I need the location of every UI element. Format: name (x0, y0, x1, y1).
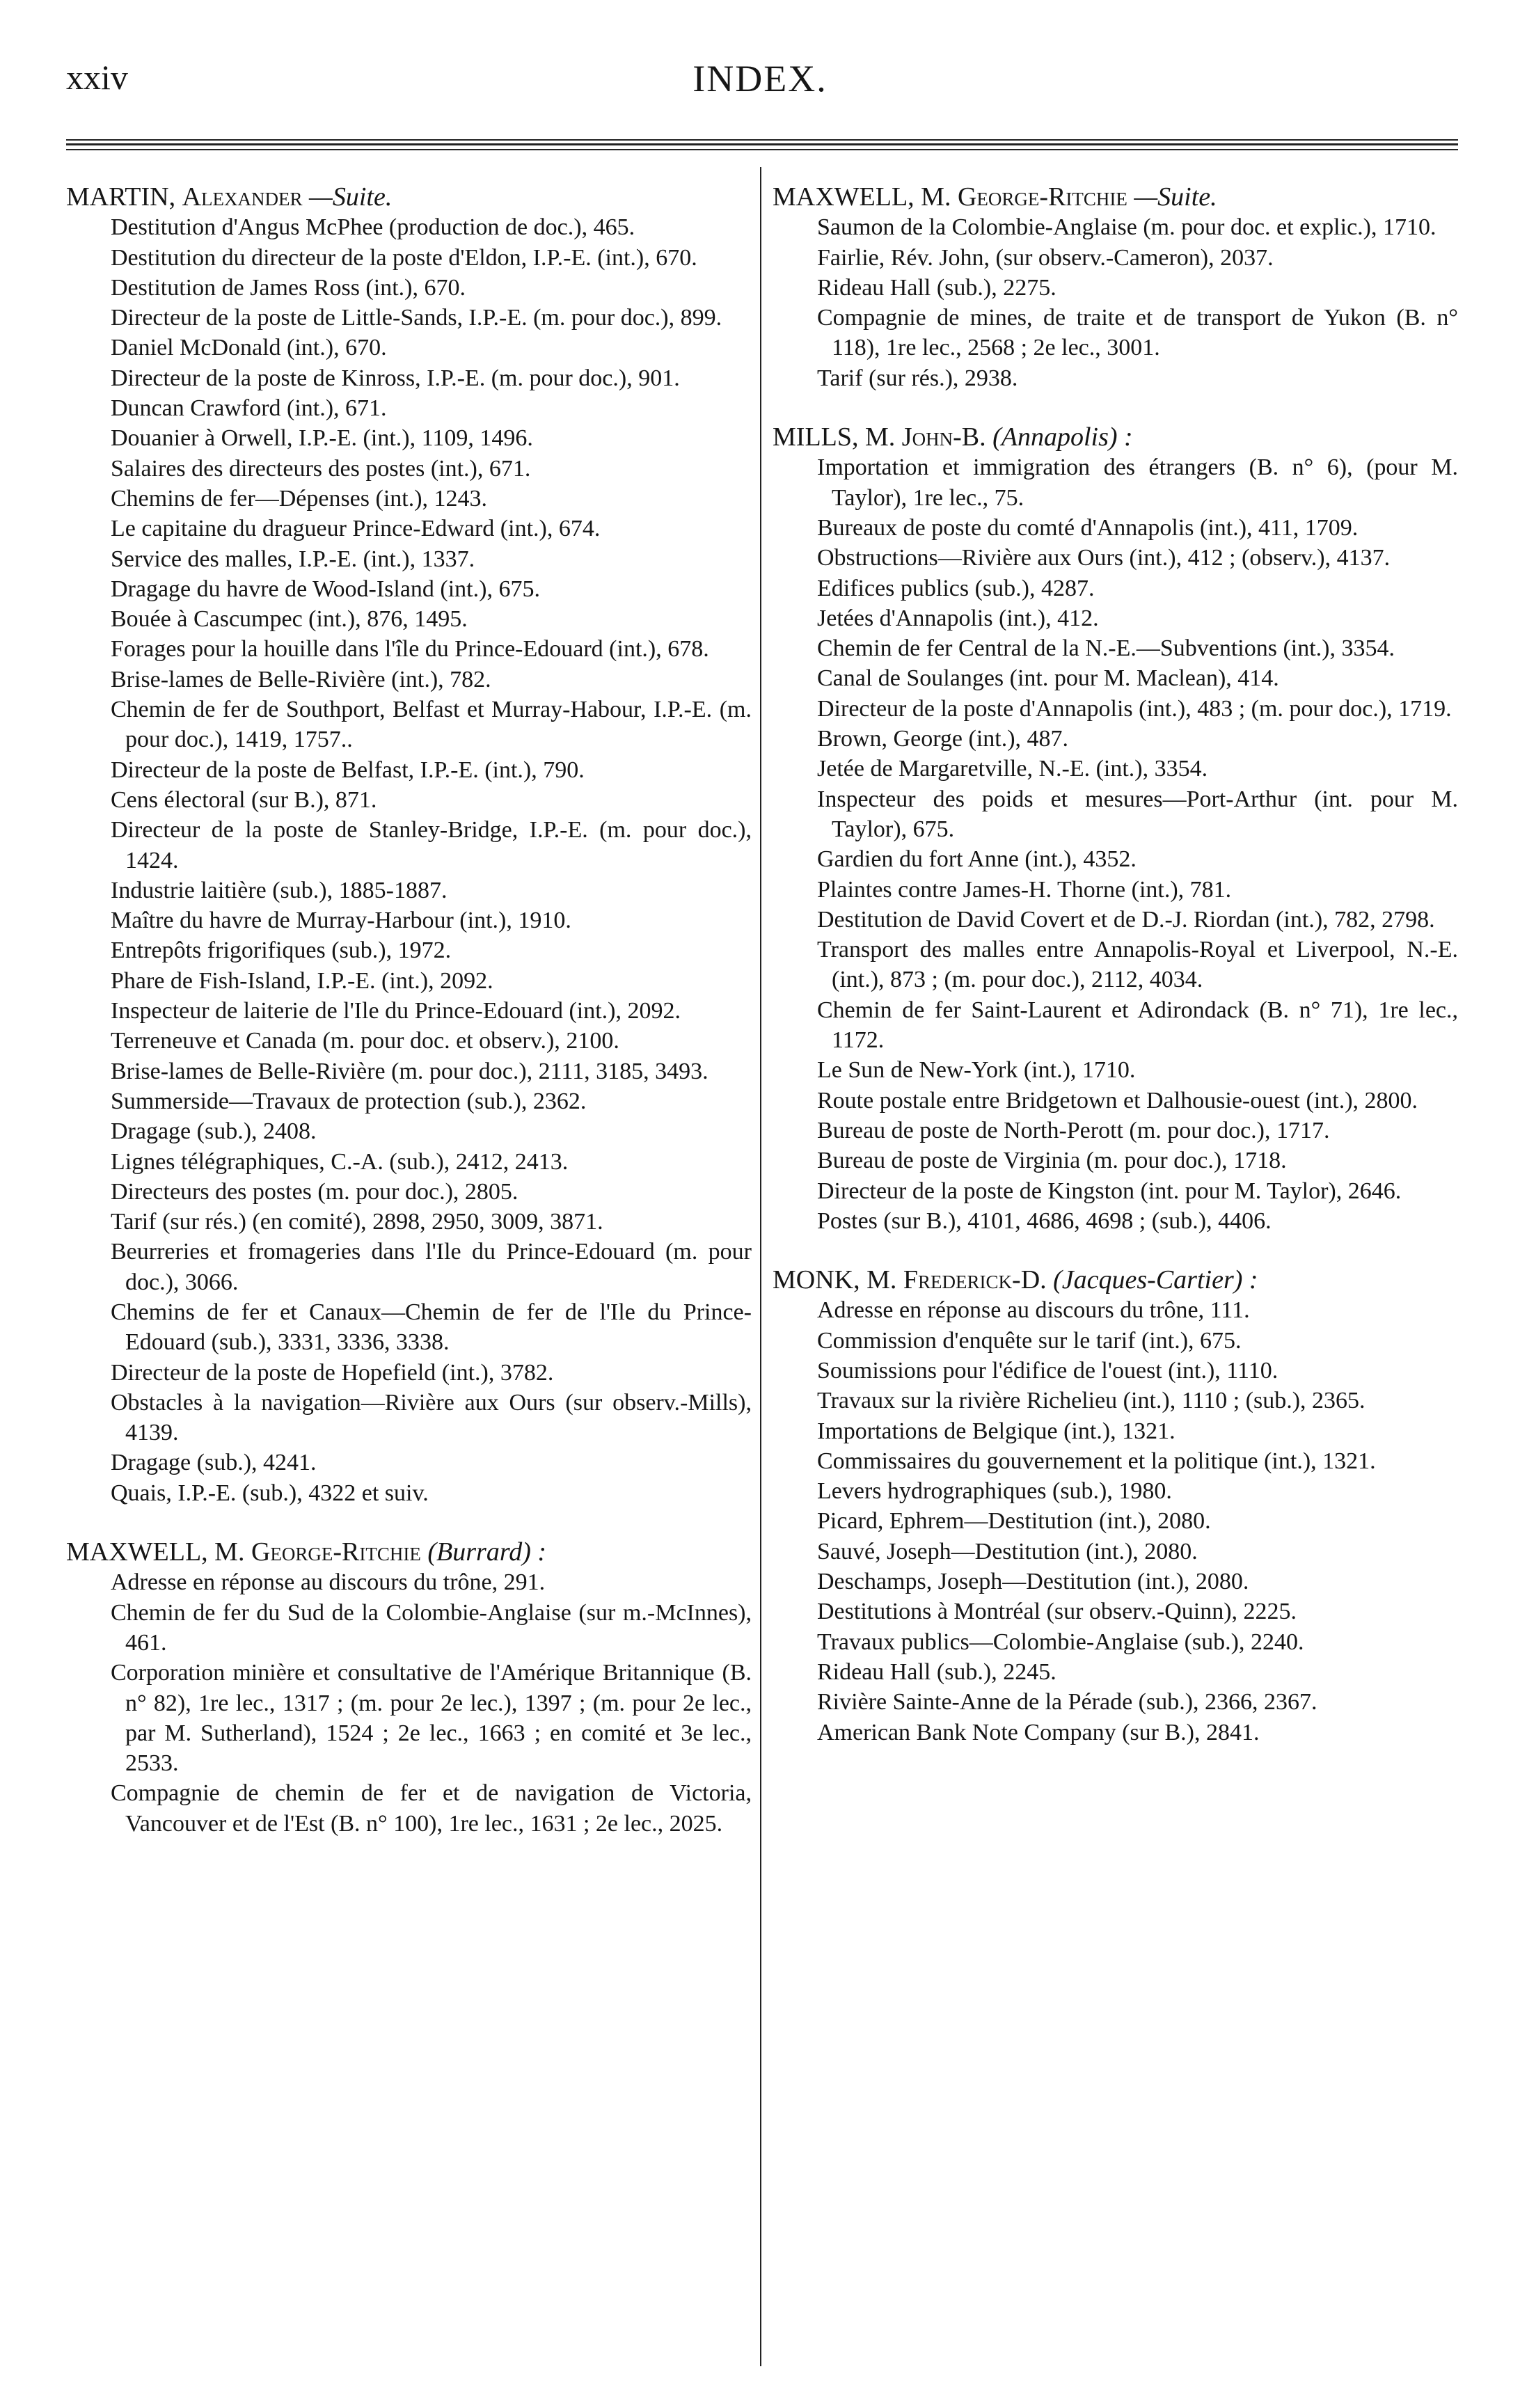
index-entry (773, 1265, 1458, 1748)
index-item: Destitution de David Covert et de D.-J. Riordan (int.), 782, 2798. (817, 906, 1435, 933)
index-item: Transport des malles entre Annapolis-Royal et Liverpool, N.-E. (int.), 873 ; (m. pour doc.), 2112, 4034. (817, 937, 1458, 993)
index-item: American Bank Note Company (sur B.), 2841. (817, 1719, 1260, 1745)
index-entry (773, 182, 1458, 393)
index-item: Phare de Fish-Island, I.P.-E. (int.), 2092. (111, 967, 493, 994)
index-item: Destitution du directeur de la poste d'Eldon, I.P.-E. (int.), 670. (111, 244, 697, 271)
index-item: Beurreries et fromageries dans l'Ile du Prince-Edouard (m. pour doc.), 3066. (111, 1239, 752, 1295)
index-item: Bureaux de poste du comté d'Annapolis (int.), 411, 1709. (817, 514, 1359, 541)
left-column (66, 182, 752, 1839)
index-item: Destitution de James Ross (int.), 670. (111, 274, 466, 301)
index-item: Compagnie de chemin de fer et de navigation de Victoria, Vancouver et de l'Est (B. n° 100), 1re lec., 1631 ; 2e lec., 2025. (111, 1780, 752, 1837)
index-item: Directeur de la poste de Kingston (int. pour M. Taylor), 2646. (817, 1178, 1402, 1204)
member-given-name: Alexander (182, 182, 303, 212)
index-item: Directeurs des postes (m. pour doc.), 2805. (111, 1178, 518, 1205)
member-given-name: Frederick-D. (903, 1265, 1047, 1295)
index-item: Bureau de poste de Virginia (m. pour doc.), 1718. (817, 1148, 1287, 1174)
header-rule (66, 149, 1458, 150)
index-item: Directeur de la poste de Hopefield (int.), 3782. (111, 1359, 554, 1386)
index-item: Edifices publics (sub.), 4287. (817, 575, 1095, 601)
entry-heading (66, 182, 752, 212)
member-given-name: George-Ritchie (251, 1537, 421, 1567)
index-item: Travaux sur la rivière Richelieu (int.), 1110 ; (sub.), 2365. (817, 1388, 1365, 1414)
member-surname: MAXWELL, M. (773, 182, 951, 212)
member-riding: (Annapolis) : (992, 422, 1133, 452)
index-item: Rideau Hall (sub.), 2245. (817, 1658, 1056, 1685)
member-surname: MAXWELL, M. (66, 1537, 245, 1567)
index-item: Postes (sur B.), 4101, 4686, 4698 ; (sub.), 4406. (817, 1207, 1272, 1234)
index-item: Cens électoral (sur B.), 871. (111, 786, 377, 813)
index-item: Sauvé, Joseph—Destitution (int.), 2080. (817, 1538, 1198, 1565)
index-item: Salaires des directeurs des postes (int.), 671. (111, 455, 531, 482)
index-item: Jetée de Margaretville, N.-E. (int.), 3354. (817, 756, 1208, 782)
index-item: Commission d'enquête sur le tarif (int.), 675. (817, 1327, 1242, 1354)
index-item: Brise-lames de Belle-Rivière (m. pour doc.), 2111, 3185, 3493. (111, 1058, 708, 1084)
index-item: Obstacles à la navigation—Rivière aux Ours (sur observ.-Mills), 4139. (111, 1389, 752, 1446)
member-riding: —Suite. (1134, 182, 1217, 212)
index-item: Dragage (sub.), 4241. (111, 1450, 317, 1476)
index-item: Corporation minière et consultative de l'Amérique Britannique (B. n° 82), 1re lec., 1317 ; (m. pour 2e lec.), 1397 ; (m. pour 2e lec., par M. Sutherland), 1524 ; 2e lec., 1663 ; en comité et 3e lec., 2533. (111, 1660, 752, 1777)
index-item: Dragage (sub.), 2408. (111, 1118, 317, 1145)
index-item: Chemin de fer Saint-Laurent et Adirondack (B. n° 71), 1re lec., 1172. (817, 997, 1458, 1054)
entry-heading (773, 422, 1458, 452)
index-item: Chemin de fer Central de la N.-E.—Subventions (int.), 3354. (817, 635, 1395, 662)
index-item: Destitutions à Montréal (sur observ.-Quinn), 2225. (817, 1599, 1297, 1625)
index-item: Bureau de poste de North-Perott (m. pour doc.), 1717. (817, 1117, 1330, 1143)
index-item: Directeur de la poste d'Annapolis (int.), 483 ; (m. pour doc.), 1719. (817, 695, 1452, 722)
column-divider (760, 167, 761, 2366)
index-item: Le capitaine du dragueur Prince-Edward (int.), 674. (111, 516, 601, 542)
member-surname: MILLS, M. (773, 422, 896, 452)
index-item: Directeur de la poste de Little-Sands, I.P.-E. (m. pour doc.), 899. (111, 305, 722, 331)
index-item: Bouée à Cascumpec (int.), 876, 1495. (111, 606, 468, 633)
index-item: Adresse en réponse au discours du trône, 291. (111, 1569, 546, 1596)
page-title: INDEX. (692, 58, 828, 100)
index-item: Travaux publics—Colombie-Anglaise (sub.), 2240. (817, 1629, 1304, 1655)
header-rule (66, 139, 1458, 141)
index-entry (66, 182, 752, 1508)
entry-heading (773, 1265, 1458, 1295)
index-item: Chemin de fer de Southport, Belfast et Murray-Habour, I.P.-E. (m. pour doc.), 1419, 1757.. (111, 697, 752, 753)
member-given-name: George-Ritchie (957, 182, 1127, 212)
index-item: Entrepôts frigorifiques (sub.), 1972. (111, 937, 452, 964)
index-item: Directeur de la poste de Belfast, I.P.-E. (int.), 790. (111, 757, 585, 783)
member-surname: MARTIN, (66, 182, 176, 212)
entry-heading (773, 182, 1458, 212)
index-item: Maître du havre de Murray-Harbour (int.), 1910. (111, 908, 571, 934)
index-item: Dragage du havre de Wood-Island (int.), 675. (111, 576, 540, 602)
index-item: Summerside—Travaux de protection (sub.), 2362. (111, 1088, 587, 1114)
member-riding: —Suite. (309, 182, 393, 212)
index-item: Directeur de la poste de Kinross, I.P.-E. (m. pour doc.), 901. (111, 365, 680, 391)
member-riding: (Burrard) : (427, 1537, 547, 1567)
index-item: Chemin de fer du Sud de la Colombie-Anglaise (sur m.-McInnes), 461. (111, 1599, 752, 1656)
index-item: Saumon de la Colombie-Anglaise (m. pour doc. et explic.), 1710. (817, 214, 1436, 241)
index-item: Route postale entre Bridgetown et Dalhousie-ouest (int.), 2800. (817, 1087, 1418, 1114)
index-item: Commissaires du gouvernement et la politique (int.), 1321. (817, 1448, 1376, 1474)
index-item: Inspecteur de laiterie de l'Ile du Prince-Edouard (int.), 2092. (111, 998, 681, 1024)
index-item: Chemins de fer—Dépenses (int.), 1243. (111, 485, 488, 512)
index-item: Levers hydrographiques (sub.), 1980. (817, 1478, 1172, 1505)
member-surname: MONK, M. (773, 1265, 897, 1295)
index-item: Picard, Ephrem—Destitution (int.), 2080. (817, 1508, 1211, 1535)
index-item: Deschamps, Joseph—Destitution (int.), 2080. (817, 1569, 1249, 1595)
index-item: Service des malles, I.P.-E. (int.), 1337. (111, 546, 475, 572)
header-rule (66, 143, 1458, 145)
page-number: xxiv (66, 58, 128, 97)
index-item: Rideau Hall (sub.), 2275. (817, 274, 1056, 301)
index-entry (66, 1537, 752, 1839)
index-item: Adresse en réponse au discours du trône, 111. (817, 1297, 1250, 1324)
index-item: Tarif (sur rés.) (en comité), 2898, 2950, 3009, 3871. (111, 1209, 603, 1235)
index-entry (773, 422, 1458, 1236)
index-item: Duncan Crawford (int.), 671. (111, 395, 387, 422)
index-item: Importations de Belgique (int.), 1321. (817, 1418, 1175, 1444)
index-item: Jetées d'Annapolis (int.), 412. (817, 605, 1099, 631)
index-item: Importation et immigration des étrangers (B. n° 6), (pour M. Taylor), 1re lec., 75. (817, 454, 1458, 511)
member-riding: (Jacques-Cartier) : (1053, 1265, 1258, 1295)
index-item: Destitution d'Angus McPhee (production de doc.), 465. (111, 214, 635, 241)
member-given-name: John-B. (901, 422, 986, 452)
index-item: Obstructions—Rivière aux Ours (int.), 412 ; (observ.), 4137. (817, 545, 1391, 571)
index-item: Chemins de fer et Canaux—Chemin de fer de l'Ile du Prince-Edouard (sub.), 3331, 3336, 3338. (111, 1299, 752, 1356)
index-item: Tarif (sur rés.), 2938. (817, 365, 1018, 391)
entry-heading (66, 1537, 752, 1567)
index-item: Plaintes contre James-H. Thorne (int.), 781. (817, 876, 1232, 903)
index-item: Soumissions pour l'édifice de l'ouest (int.), 1110. (817, 1357, 1278, 1384)
right-column (773, 182, 1458, 1748)
index-item: Brise-lames de Belle-Rivière (int.), 782. (111, 666, 491, 692)
index-item: Forages pour la houille dans l'île du Prince-Edouard (int.), 678. (111, 636, 709, 663)
index-item: Douanier à Orwell, I.P.-E. (int.), 1109, 1496. (111, 425, 533, 452)
index-item: Directeur de la poste de Stanley-Bridge, I.P.-E. (m. pour doc.), 1424. (111, 817, 752, 873)
index-item: Daniel McDonald (int.), 670. (111, 335, 387, 361)
index-item: Le Sun de New-York (int.), 1710. (817, 1057, 1136, 1084)
index-item: Gardien du fort Anne (int.), 4352. (817, 846, 1137, 873)
index-item: Quais, I.P.-E. (sub.), 4322 et suiv. (111, 1480, 429, 1506)
index-item: Lignes télégraphiques, C.-A. (sub.), 2412, 2413. (111, 1148, 569, 1175)
index-item: Canal de Soulanges (int. pour M. Maclean), 414. (817, 665, 1279, 692)
index-item: Terreneuve et Canada (m. pour doc. et observ.), 2100. (111, 1028, 619, 1054)
index-item: Fairlie, Rév. John, (sur observ.-Cameron), 2037. (817, 244, 1274, 271)
index-item: Compagnie de mines, de traite et de transport de Yukon (B. n° 118), 1re lec., 2568 ; 2e lec., 3001. (817, 305, 1458, 361)
index-item: Industrie laitière (sub.), 1885-1887. (111, 877, 448, 903)
index-item: Brown, George (int.), 487. (817, 726, 1069, 752)
index-item: Rivière Sainte-Anne de la Pérade (sub.), 2366, 2367. (817, 1689, 1317, 1716)
index-item: Inspecteur des poids et mesures—Port-Arthur (int. pour M. Taylor), 675. (817, 786, 1458, 842)
